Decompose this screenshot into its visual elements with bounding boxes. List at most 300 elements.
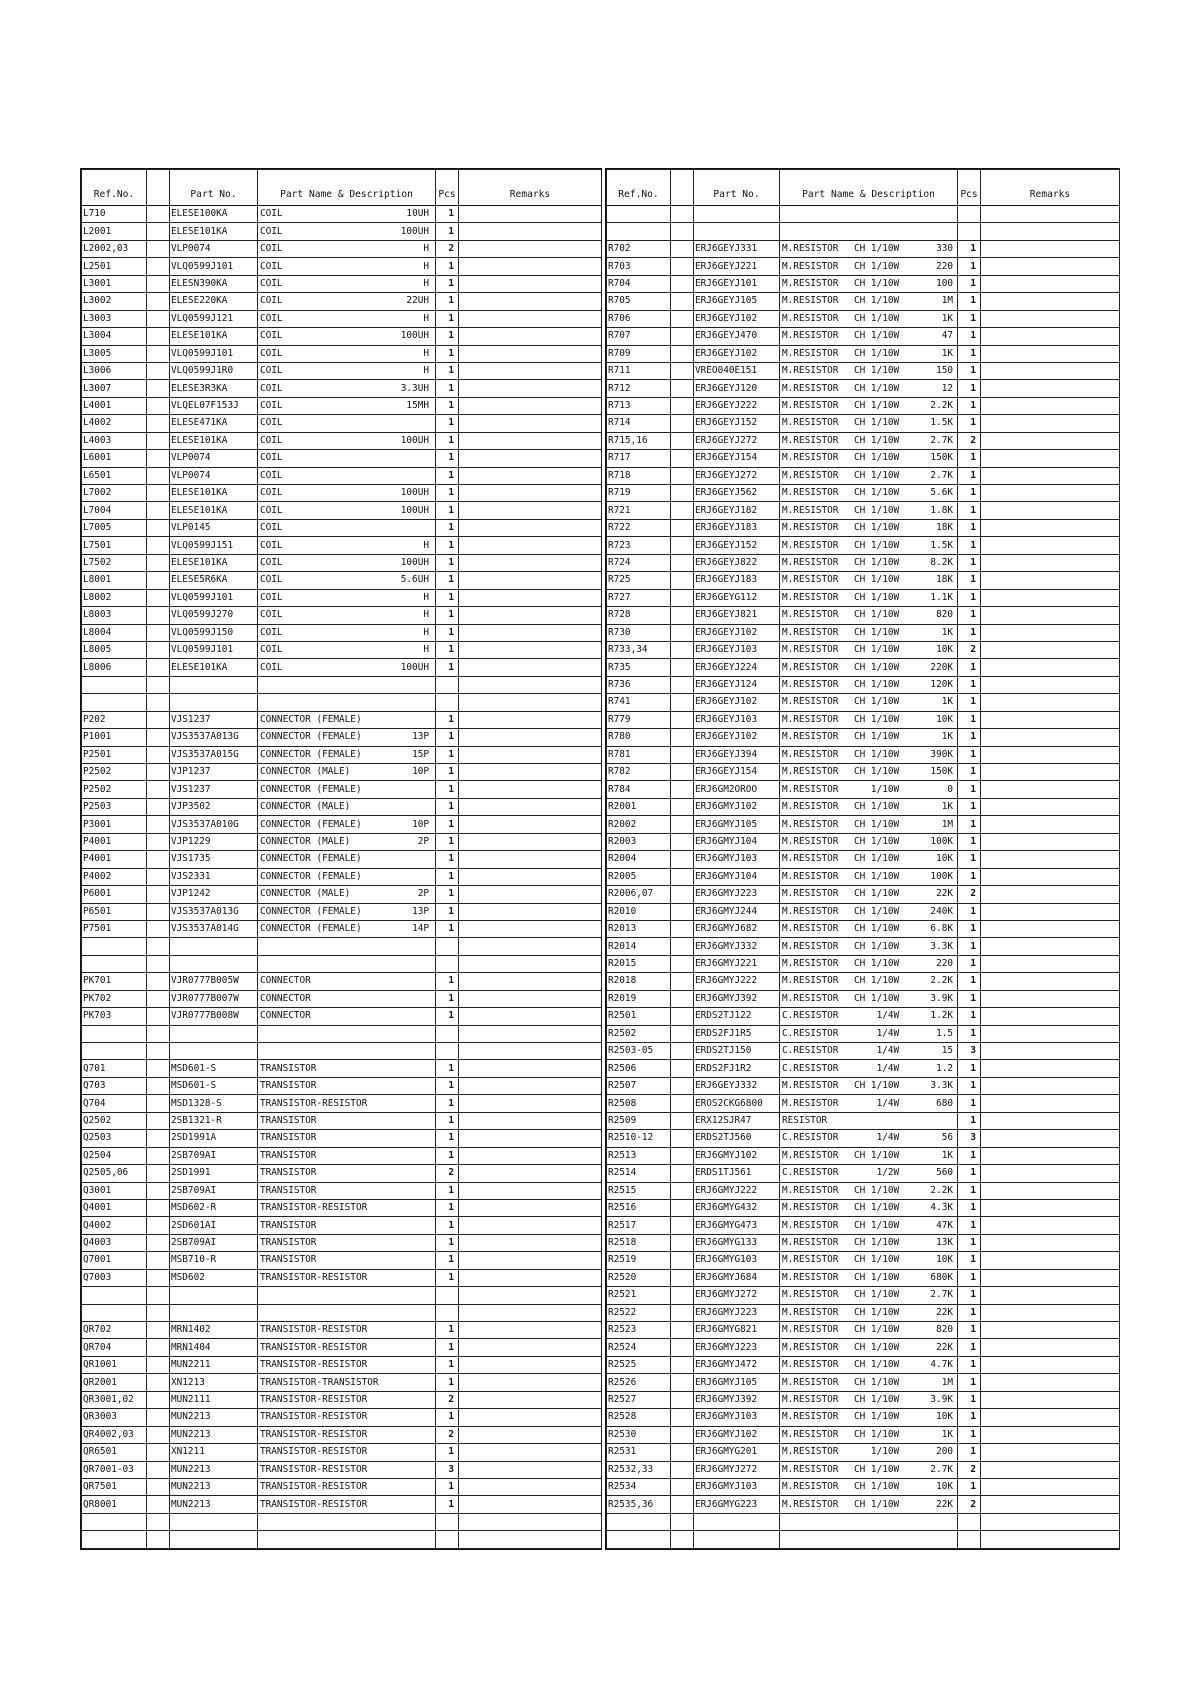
ref-no-cell: R2014 xyxy=(607,938,671,955)
pcs-cell: 1 xyxy=(436,1478,459,1495)
description-wrap xyxy=(258,1113,435,1129)
pcs-cell: 1 xyxy=(958,816,981,833)
spacer-cell xyxy=(671,1339,694,1356)
pcs-cell xyxy=(436,676,459,693)
part-name: TRANSISTOR xyxy=(260,1132,317,1144)
description-cell xyxy=(780,467,958,484)
spacer-cell xyxy=(671,1374,694,1391)
part-no-cell: VJS2331 xyxy=(170,868,258,885)
remarks-cell xyxy=(459,886,602,903)
pcs-cell: 1 xyxy=(436,1444,459,1461)
part-no-cell: ERJ6GMYJ104 xyxy=(694,833,780,850)
table-row xyxy=(82,1287,602,1304)
spacer-cell xyxy=(147,589,170,606)
part-name: M.RESISTOR xyxy=(782,243,839,255)
part-name: M.RESISTOR xyxy=(782,818,839,830)
part-name: M.RESISTOR xyxy=(782,870,839,882)
description-cell xyxy=(258,432,436,449)
spacer-cell xyxy=(671,1287,694,1304)
part-name: RESISTOR xyxy=(782,1114,828,1126)
ref-no-cell: P2503 xyxy=(82,798,147,815)
description-cell xyxy=(780,973,958,990)
description-cell xyxy=(780,485,958,502)
description-wrap xyxy=(258,520,435,536)
pcs-cell: 1 xyxy=(958,1217,981,1234)
part-no-cell: 2SD1991A xyxy=(170,1130,258,1147)
part-no-cell: ERDS2TJ122 xyxy=(694,1008,780,1025)
ref-no-cell: R2513 xyxy=(607,1147,671,1164)
ref-no-cell: P2502 xyxy=(82,781,147,798)
spacer-cell xyxy=(671,781,694,798)
part-value: 2.7K xyxy=(930,434,953,446)
part-name: TRANSISTOR-RESISTOR xyxy=(260,1411,368,1423)
part-spec: CH 1/10W xyxy=(854,748,900,760)
ref-no-cell: R2534 xyxy=(607,1478,671,1495)
description-wrap xyxy=(258,1096,435,1112)
remarks-cell xyxy=(459,1095,602,1112)
table-row xyxy=(82,485,602,502)
ref-no-cell: L7502 xyxy=(82,554,147,571)
remarks-cell xyxy=(981,362,1120,379)
spacer-cell xyxy=(671,1322,694,1339)
ref-no-cell: P4002 xyxy=(82,868,147,885)
description-wrap xyxy=(780,712,957,728)
table-row xyxy=(607,519,1120,536)
remarks-cell xyxy=(459,1112,602,1129)
part-no-cell: VJR0777B005W xyxy=(170,973,258,990)
remarks-cell xyxy=(981,781,1120,798)
part-name: M.RESISTOR xyxy=(782,1463,839,1475)
remarks-cell xyxy=(459,729,602,746)
table-row xyxy=(82,415,602,432)
spacer-cell xyxy=(671,328,694,345)
spacer-cell xyxy=(147,1461,170,1478)
remarks-cell xyxy=(459,1409,602,1426)
ref-no-cell: L4001 xyxy=(82,397,147,414)
part-value: 100UH xyxy=(400,434,429,446)
part-no-cell: 2SB1321-R xyxy=(170,1112,258,1129)
part-spec: CH 1/10W xyxy=(854,260,900,272)
part-name: CONNECTOR xyxy=(260,1010,311,1022)
description-cell xyxy=(258,920,436,937)
table-row xyxy=(82,1217,602,1234)
remarks-cell xyxy=(459,1217,602,1234)
pcs-cell: 1 xyxy=(436,781,459,798)
pcs-cell: 1 xyxy=(958,380,981,397)
part-name: M.RESISTOR xyxy=(782,731,839,743)
description-wrap xyxy=(258,1427,435,1443)
spacer-cell xyxy=(147,397,170,414)
part-no-cell: ERJ6GMYJ392 xyxy=(694,1391,780,1408)
spacer-cell xyxy=(147,1234,170,1251)
pcs-cell: 1 xyxy=(436,1060,459,1077)
part-value: 4.7K xyxy=(930,1359,953,1371)
table-row xyxy=(607,886,1120,903)
table-row xyxy=(82,1426,602,1443)
table-row xyxy=(82,432,602,449)
part-spec: 1/4W xyxy=(854,1132,900,1144)
pcs-cell: 1 xyxy=(436,990,459,1007)
description-wrap xyxy=(780,433,957,449)
part-spec: CH 1/10W xyxy=(854,975,900,987)
ref-no-cell: L7002 xyxy=(82,485,147,502)
remarks-cell xyxy=(459,293,602,310)
part-no-cell: MSB710-R xyxy=(170,1252,258,1269)
pcs-cell: 1 xyxy=(436,502,459,519)
part-name: M.RESISTOR xyxy=(782,347,839,359)
part-name: M.RESISTOR xyxy=(782,556,839,568)
part-name: COIL xyxy=(260,487,283,499)
part-spec: CH 1/10W xyxy=(854,539,900,551)
pcs-cell: 1 xyxy=(436,798,459,815)
part-spec: CH 1/10W xyxy=(854,940,900,952)
description-wrap xyxy=(780,834,957,850)
description-wrap xyxy=(780,590,957,606)
part-name: M.RESISTOR xyxy=(782,1498,839,1510)
table-row xyxy=(82,310,602,327)
table-row xyxy=(82,1234,602,1251)
description-cell xyxy=(258,467,436,484)
remarks-cell xyxy=(459,955,602,972)
description-wrap xyxy=(258,224,435,240)
part-name: M.RESISTOR xyxy=(782,748,839,760)
part-name: TRANSISTOR-RESISTOR xyxy=(260,1097,368,1109)
ref-no-cell: R2516 xyxy=(607,1199,671,1216)
part-spec: CH 1/10W xyxy=(854,766,900,778)
description-cell xyxy=(780,1513,958,1530)
description-cell xyxy=(780,345,958,362)
remarks-cell xyxy=(981,1112,1120,1129)
part-no-cell: ERJ6GEYJ183 xyxy=(694,519,780,536)
remarks-cell xyxy=(981,467,1120,484)
description-cell xyxy=(258,624,436,641)
part-value: 3.9K xyxy=(930,992,953,1004)
description-cell xyxy=(780,1217,958,1234)
spacer-cell xyxy=(147,1339,170,1356)
part-no-cell: ERJ6GMYJ221 xyxy=(694,955,780,972)
ref-no-cell: L7004 xyxy=(82,502,147,519)
description-wrap xyxy=(258,1392,435,1408)
part-spec: CH 1/10W xyxy=(854,1254,900,1266)
table-row xyxy=(82,711,602,728)
remarks-cell xyxy=(981,1008,1120,1025)
part-value: 150K xyxy=(930,766,953,778)
table-row xyxy=(82,1043,602,1060)
table-row xyxy=(607,467,1120,484)
description-wrap xyxy=(780,921,957,937)
remarks-cell xyxy=(459,275,602,292)
part-name: COIL xyxy=(260,539,283,551)
description-wrap xyxy=(780,1165,957,1181)
pcs-cell: 1 xyxy=(958,624,981,641)
description-wrap xyxy=(258,293,435,309)
part-name: COIL xyxy=(260,591,283,603)
part-no-cell: VLP0145 xyxy=(170,519,258,536)
remarks-cell xyxy=(459,1304,602,1321)
pcs-cell: 1 xyxy=(436,275,459,292)
description-cell xyxy=(258,886,436,903)
part-name: M.RESISTOR xyxy=(782,905,839,917)
description-cell xyxy=(780,868,958,885)
pcs-cell: 1 xyxy=(958,1322,981,1339)
part-spec: 1/4W xyxy=(854,1010,900,1022)
remarks-cell xyxy=(981,432,1120,449)
pcs-cell: 1 xyxy=(958,397,981,414)
part-spec: CH 1/10W xyxy=(854,1149,900,1161)
ref-no-cell: PK703 xyxy=(82,1008,147,1025)
description-cell xyxy=(258,450,436,467)
description-wrap xyxy=(258,328,435,344)
description-cell xyxy=(780,641,958,658)
part-value: 220K xyxy=(930,661,953,673)
part-no-cell: ERJ6GMYJ103 xyxy=(694,1478,780,1495)
part-spec: 1/4W xyxy=(854,1045,900,1057)
ref-no-cell: QR2001 xyxy=(82,1374,147,1391)
table-row xyxy=(607,868,1120,885)
pcs-cell xyxy=(958,1513,981,1530)
description-wrap xyxy=(780,224,957,240)
ref-no-cell: P3001 xyxy=(82,816,147,833)
spacer-cell xyxy=(671,1234,694,1251)
part-value: 240K xyxy=(930,905,953,917)
header-ref-no: Ref.No. xyxy=(82,170,147,206)
part-value: 330 xyxy=(936,243,953,255)
part-spec: CH 1/10W xyxy=(854,661,900,673)
pcs-cell: 1 xyxy=(958,659,981,676)
table-row xyxy=(607,1095,1120,1112)
part-no-cell: ELESE5R6KA xyxy=(170,572,258,589)
pcs-cell: 1 xyxy=(436,1008,459,1025)
part-no-cell: ERJ6GEYJ102 xyxy=(694,694,780,711)
part-no-cell: VJS3537A015G xyxy=(170,746,258,763)
ref-no-cell: R730 xyxy=(607,624,671,641)
pcs-cell: 1 xyxy=(958,1077,981,1094)
pcs-cell: 1 xyxy=(958,955,981,972)
ref-no-cell: R2522 xyxy=(607,1304,671,1321)
remarks-cell xyxy=(459,450,602,467)
part-name: COIL xyxy=(260,208,283,220)
part-spec: CH 1/10W xyxy=(854,1481,900,1493)
pcs-cell: 1 xyxy=(436,206,459,223)
description-cell xyxy=(780,1409,958,1426)
part-no-cell: VLP0074 xyxy=(170,240,258,257)
part-no-cell: ERJ6GMYJ223 xyxy=(694,1339,780,1356)
part-no-cell xyxy=(170,694,258,711)
table-row xyxy=(82,258,602,275)
part-name: M.RESISTOR xyxy=(782,801,839,813)
table-row xyxy=(607,275,1120,292)
part-no-cell: VLQ0599J101 xyxy=(170,345,258,362)
description-wrap xyxy=(780,1183,957,1199)
description-cell xyxy=(258,1095,436,1112)
remarks-cell xyxy=(981,798,1120,815)
table-row xyxy=(607,903,1120,920)
table-row xyxy=(82,240,602,257)
pcs-cell: 1 xyxy=(436,432,459,449)
remarks-cell xyxy=(981,1147,1120,1164)
pcs-cell xyxy=(958,1531,981,1548)
part-no-cell: ELESE220KA xyxy=(170,293,258,310)
part-value: 1.5 xyxy=(936,1027,953,1039)
ref-no-cell: R2010 xyxy=(607,903,671,920)
remarks-cell xyxy=(459,240,602,257)
part-value: 3.3UH xyxy=(400,382,429,394)
description-wrap xyxy=(258,851,435,867)
part-no-cell: VLP0074 xyxy=(170,450,258,467)
remarks-cell xyxy=(981,1269,1120,1286)
ref-no-cell xyxy=(82,955,147,972)
description-cell xyxy=(258,1234,436,1251)
part-name: CONNECTOR (FEMALE) xyxy=(260,905,362,917)
table-row xyxy=(82,380,602,397)
description-wrap xyxy=(258,1165,435,1181)
ref-no-cell: R2520 xyxy=(607,1269,671,1286)
description-wrap xyxy=(780,1357,957,1373)
spacer-cell xyxy=(147,1217,170,1234)
description-wrap xyxy=(780,293,957,309)
table-row xyxy=(82,1060,602,1077)
pcs-cell: 1 xyxy=(436,607,459,624)
table-row xyxy=(82,607,602,624)
description-cell xyxy=(780,397,958,414)
table-row xyxy=(607,1409,1120,1426)
ref-no-cell: Q7003 xyxy=(82,1269,147,1286)
part-no-cell: MSD602-R xyxy=(170,1199,258,1216)
pcs-cell: 1 xyxy=(958,275,981,292)
remarks-cell xyxy=(459,1513,602,1530)
ref-no-cell: P1001 xyxy=(82,729,147,746)
spacer-cell xyxy=(671,1356,694,1373)
pcs-cell: 1 xyxy=(436,589,459,606)
part-spec: CH 1/10W xyxy=(854,1324,900,1336)
remarks-cell xyxy=(981,1531,1120,1548)
part-value: 150K xyxy=(930,452,953,464)
table-row xyxy=(607,1147,1120,1164)
part-name: M.RESISTOR xyxy=(782,1202,839,1214)
spacer-cell xyxy=(671,1008,694,1025)
remarks-cell xyxy=(459,1008,602,1025)
description-wrap xyxy=(258,764,435,780)
part-name: M.RESISTOR xyxy=(782,487,839,499)
ref-no-cell: R2501 xyxy=(607,1008,671,1025)
pcs-cell: 1 xyxy=(436,816,459,833)
part-no-cell: ELESE101KA xyxy=(170,502,258,519)
description-cell xyxy=(780,206,958,223)
remarks-cell xyxy=(459,467,602,484)
description-wrap xyxy=(780,1235,957,1251)
description-cell xyxy=(780,764,958,781)
remarks-cell xyxy=(981,641,1120,658)
description-cell xyxy=(780,955,958,972)
ref-no-cell: R2519 xyxy=(607,1252,671,1269)
part-spec: 1/4W xyxy=(854,1097,900,1109)
remarks-cell xyxy=(981,572,1120,589)
part-name: C.RESISTOR xyxy=(782,1045,839,1057)
part-name: M.RESISTOR xyxy=(782,417,839,429)
table-row xyxy=(607,589,1120,606)
table-row xyxy=(82,886,602,903)
description-wrap xyxy=(780,991,957,1007)
ref-no-cell xyxy=(607,1513,671,1530)
remarks-cell xyxy=(981,502,1120,519)
table-row xyxy=(607,345,1120,362)
description-cell xyxy=(258,345,436,362)
part-value: 22K xyxy=(936,888,953,900)
spacer-cell xyxy=(147,1478,170,1495)
table-row xyxy=(607,258,1120,275)
part-name: M.RESISTOR xyxy=(782,853,839,865)
spacer-cell xyxy=(147,310,170,327)
spacer-cell xyxy=(671,537,694,554)
ref-no-cell: R781 xyxy=(607,746,671,763)
part-spec: CH 1/10W xyxy=(854,1237,900,1249)
table-row xyxy=(82,206,602,223)
part-value: 6.8K xyxy=(930,923,953,935)
table-row xyxy=(607,293,1120,310)
remarks-cell xyxy=(459,694,602,711)
part-value: H xyxy=(423,644,429,656)
part-name: TRANSISTOR-RESISTOR xyxy=(260,1341,368,1353)
remarks-cell xyxy=(981,1077,1120,1094)
description-cell xyxy=(258,1531,436,1548)
pcs-cell: 1 xyxy=(436,450,459,467)
remarks-cell xyxy=(459,764,602,781)
description-cell xyxy=(780,1322,958,1339)
part-name: COIL xyxy=(260,522,283,534)
description-cell xyxy=(258,938,436,955)
part-value: 100UH xyxy=(400,225,429,237)
spacer-cell xyxy=(671,1304,694,1321)
ref-no-cell: R702 xyxy=(607,240,671,257)
part-no-cell: 2SD1991 xyxy=(170,1165,258,1182)
ref-no-cell: Q4001 xyxy=(82,1199,147,1216)
header-part-name: Part Name & Description xyxy=(258,170,436,206)
table-row xyxy=(82,519,602,536)
part-name: TRANSISTOR xyxy=(260,1237,317,1249)
part-no-cell: ERJ6GEYJ272 xyxy=(694,467,780,484)
part-name: TRANSISTOR xyxy=(260,1080,317,1092)
spacer-cell xyxy=(671,764,694,781)
spacer-cell xyxy=(671,223,694,240)
table-row xyxy=(82,1478,602,1495)
remarks-cell xyxy=(981,1043,1120,1060)
ref-no-cell: R2002 xyxy=(607,816,671,833)
description-wrap xyxy=(780,1061,957,1077)
ref-no-cell xyxy=(82,1025,147,1042)
pcs-cell: 1 xyxy=(958,729,981,746)
table-row xyxy=(607,833,1120,850)
pcs-cell xyxy=(958,206,981,223)
description-cell xyxy=(258,362,436,379)
spacer-cell xyxy=(671,676,694,693)
pcs-cell: 1 xyxy=(958,798,981,815)
description-wrap xyxy=(258,642,435,658)
spacer-cell xyxy=(671,903,694,920)
description-cell xyxy=(258,572,436,589)
remarks-cell xyxy=(981,729,1120,746)
remarks-cell xyxy=(981,1356,1120,1373)
part-no-cell: ERJ6GEYJ394 xyxy=(694,746,780,763)
table-row xyxy=(82,1025,602,1042)
description-cell xyxy=(780,607,958,624)
ref-no-cell: R2506 xyxy=(607,1060,671,1077)
description-cell xyxy=(258,903,436,920)
part-no-cell: MUN2213 xyxy=(170,1426,258,1443)
part-name: M.RESISTOR xyxy=(782,713,839,725)
part-value: 120K xyxy=(930,679,953,691)
spacer-cell xyxy=(671,1496,694,1513)
part-no-cell: ELESE101KA xyxy=(170,554,258,571)
